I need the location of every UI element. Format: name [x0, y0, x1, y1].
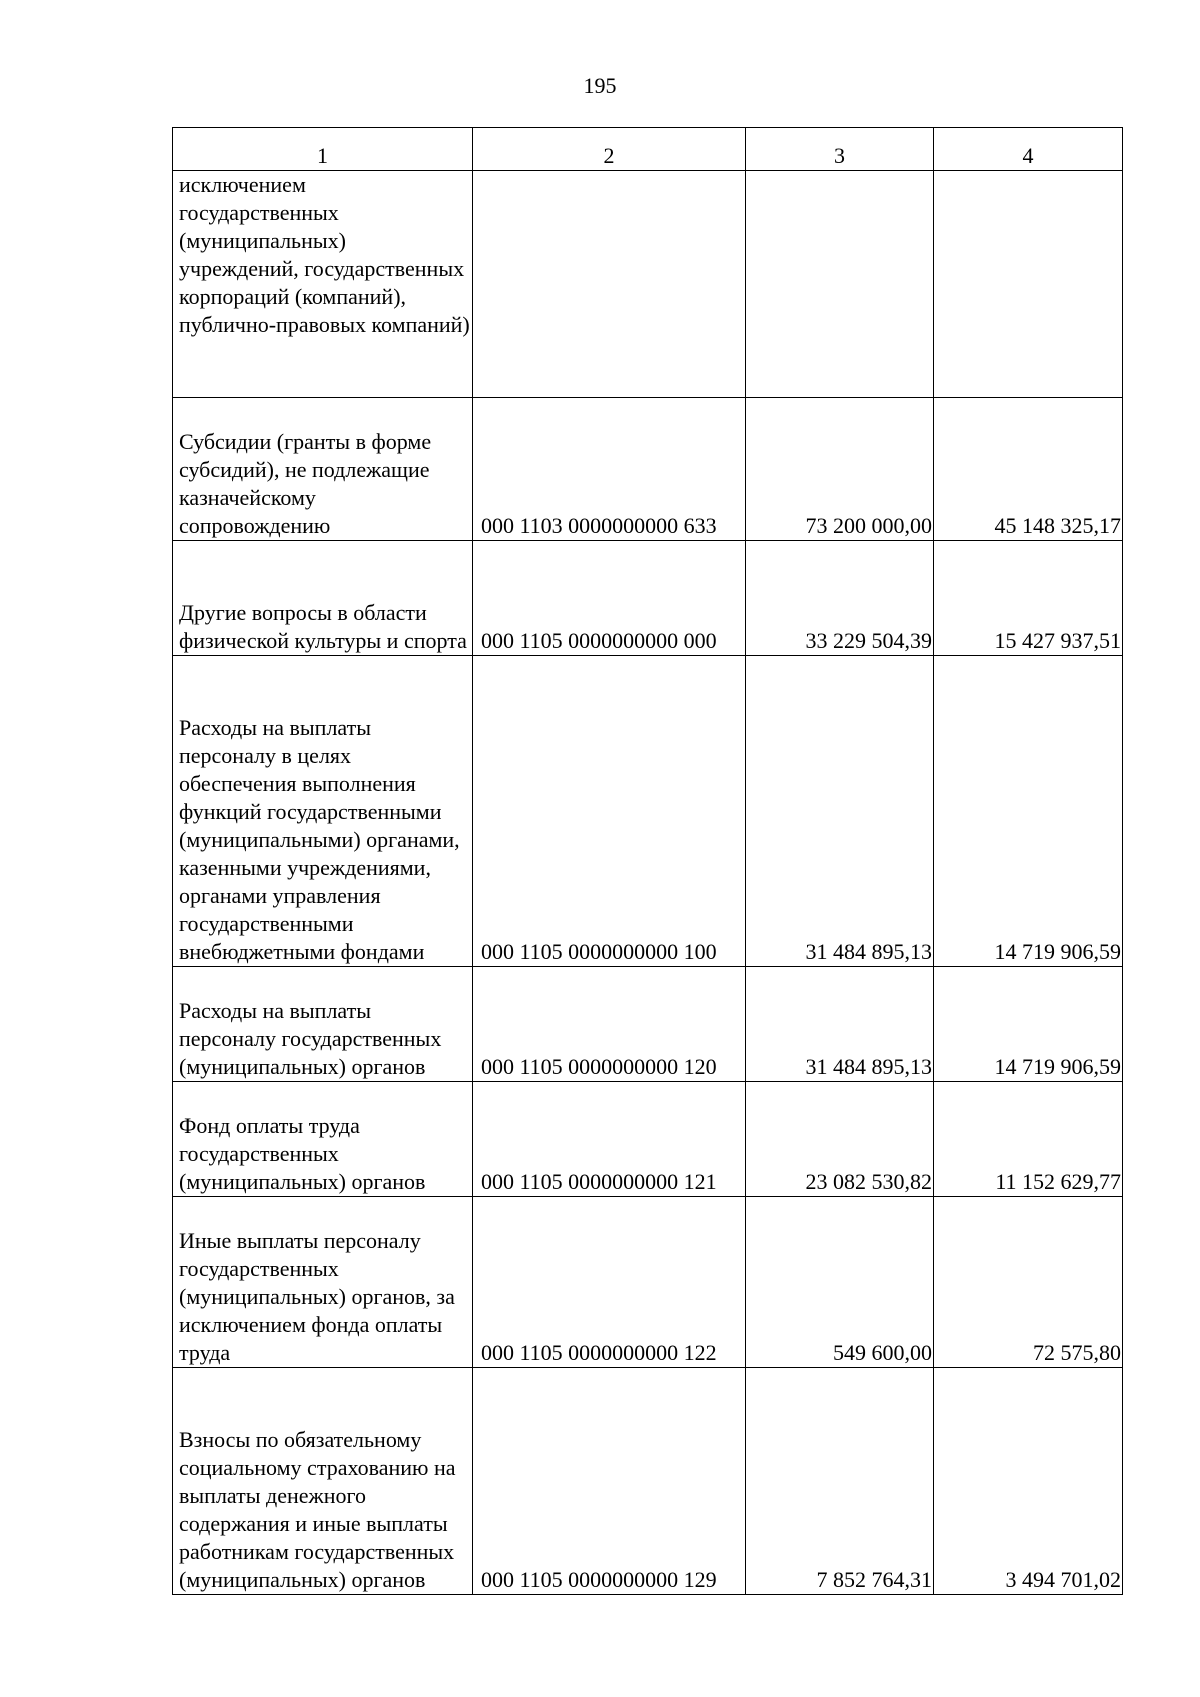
row-plan-amount: 7 852 764,31: [746, 1368, 934, 1595]
column-header-1: 1: [173, 128, 473, 171]
budget-table: [172, 127, 1123, 1595]
row-fact-amount: 15 427 937,51: [934, 541, 1123, 656]
row-plan-amount: 73 200 000,00: [746, 398, 934, 541]
row-name: Субсидии (гранты в форме субсидий), не подлежащие казначейскому сопровождению: [173, 398, 473, 541]
row-plan-amount: 23 082 530,82: [746, 1082, 934, 1197]
row-code: 000 1105 0000000000 129: [473, 1368, 746, 1595]
page-number: 195: [583, 73, 617, 98]
column-header-2: 2: [473, 128, 746, 171]
row-code: [473, 171, 746, 398]
table-row: [173, 1082, 1123, 1197]
table-row: [173, 171, 1123, 398]
row-code: 000 1105 0000000000 121: [473, 1082, 746, 1197]
row-code: 000 1105 0000000000 100: [473, 656, 746, 967]
column-header-4: 4: [934, 128, 1123, 171]
table-row: [173, 1368, 1123, 1595]
table-header-row: [173, 128, 1123, 171]
row-code: 000 1103 0000000000 633: [473, 398, 746, 541]
row-plan-amount: 31 484 895,13: [746, 656, 934, 967]
row-name: Фонд оплаты труда государственных (муниципальных) органов: [173, 1082, 473, 1197]
row-plan-amount: 31 484 895,13: [746, 967, 934, 1082]
column-header-3: 3: [746, 128, 934, 171]
row-fact-amount: 14 719 906,59: [934, 656, 1123, 967]
row-name: Расходы на выплаты персоналу государственных (муниципальных) органов: [173, 967, 473, 1082]
row-fact-amount: [934, 171, 1123, 398]
row-fact-amount: 3 494 701,02: [934, 1368, 1123, 1595]
table-row: [173, 656, 1123, 967]
row-fact-amount: 14 719 906,59: [934, 967, 1123, 1082]
row-fact-amount: 11 152 629,77: [934, 1082, 1123, 1197]
row-plan-amount: [746, 171, 934, 398]
row-plan-amount: 33 229 504,39: [746, 541, 934, 656]
row-name: Взносы по обязательному социальному страхованию на выплаты денежного содержания и иные выплаты работникам государственных (муниципальных) органов: [173, 1368, 473, 1595]
table-row: [173, 541, 1123, 656]
row-code: 000 1105 0000000000 000: [473, 541, 746, 656]
table-row: [173, 1197, 1123, 1368]
row-name: Расходы на выплаты персоналу в целях обеспечения выполнения функций государственными (муниципальными) органами, казенными учреждениями, органами управления государственными внебюджетными фондами: [173, 656, 473, 967]
row-name: Иные выплаты персоналу государственных (муниципальных) органов, за исключением фонда оплаты труда: [173, 1197, 473, 1368]
table-row: [173, 398, 1123, 541]
row-name: исключением государственных (муниципальных) учреждений, государственных корпораций (компаний), публично-правовых компаний): [173, 171, 473, 398]
row-name: Другие вопросы в области физической культуры и спорта: [173, 541, 473, 656]
row-code: 000 1105 0000000000 120: [473, 967, 746, 1082]
row-plan-amount: 549 600,00: [746, 1197, 934, 1368]
table-row: [173, 967, 1123, 1082]
row-fact-amount: 45 148 325,17: [934, 398, 1123, 541]
row-code: 000 1105 0000000000 122: [473, 1197, 746, 1368]
row-fact-amount: 72 575,80: [934, 1197, 1123, 1368]
